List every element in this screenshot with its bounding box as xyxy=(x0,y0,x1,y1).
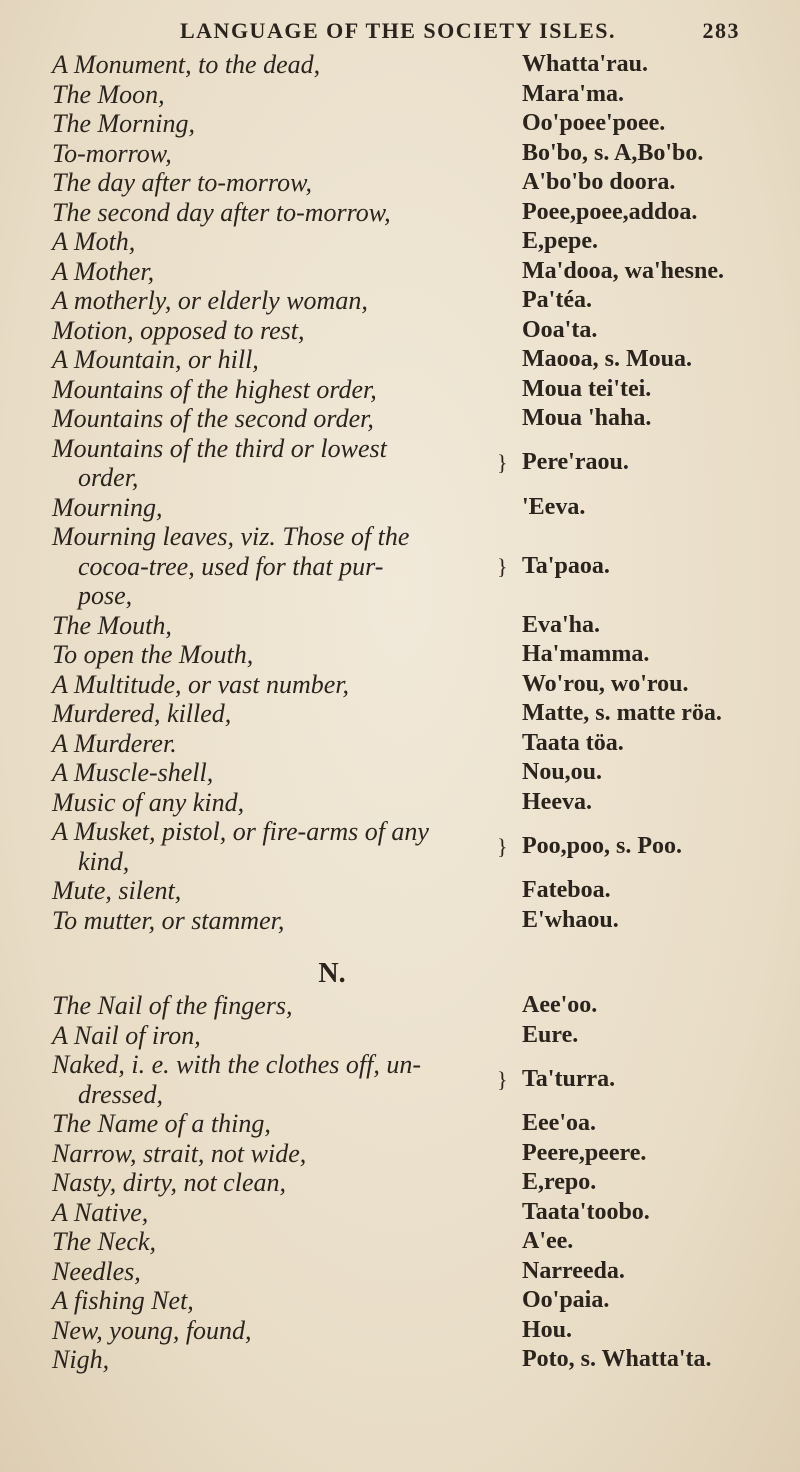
vocabulary-entry xyxy=(52,876,752,906)
english-term xyxy=(52,286,492,316)
vocabulary-entry xyxy=(52,522,752,611)
vocabulary-entry xyxy=(52,168,752,198)
vocabulary-entry xyxy=(52,640,752,670)
vocabulary-entry xyxy=(52,1198,752,1228)
vocabulary-entry xyxy=(52,227,752,257)
english-term xyxy=(52,434,492,493)
english-line: Murdered, killed, xyxy=(52,699,232,728)
tahitian-term: Poee,poee,addoa. xyxy=(522,198,698,225)
tahitian-term: Poto, s. Whatta'ta. xyxy=(522,1346,712,1372)
tahitian-term: Bo'bo, s. A,Bo'bo. xyxy=(522,139,704,166)
tahitian-term: Oo'poee'poee. xyxy=(522,110,666,136)
english-line: A Multitude, or vast number, xyxy=(52,669,350,699)
english-term xyxy=(52,1021,492,1051)
english-term xyxy=(52,906,492,936)
english-term xyxy=(52,876,492,906)
tahitian-term: Ooa'ta. xyxy=(522,316,598,343)
english-line: A Mountain, or hill, xyxy=(52,345,259,374)
english-term xyxy=(52,198,492,228)
tahitian-term: Aee'oo. xyxy=(522,992,598,1018)
english-term xyxy=(52,1257,492,1287)
english-line: A Native, xyxy=(52,1197,149,1227)
english-line: Needles, xyxy=(52,1256,141,1286)
brace-glyph: } xyxy=(497,1066,508,1092)
english-line: To-morrow, xyxy=(52,138,172,168)
english-line: The Mouth, xyxy=(52,610,172,640)
english-term xyxy=(52,316,492,346)
english-line: The Name of a thing, xyxy=(52,1109,271,1138)
vocabulary-entry xyxy=(52,286,752,316)
vocabulary-entry xyxy=(52,1168,752,1198)
english-line: Mourning leaves, viz. Those of the xyxy=(52,522,410,551)
tahitian-term: Taata töa. xyxy=(522,729,624,756)
vocabulary-entry xyxy=(52,699,752,729)
english-line: The Morning, xyxy=(52,109,195,138)
tahitian-term: Pere'raou. xyxy=(522,449,629,476)
english-term xyxy=(52,1139,492,1169)
english-term xyxy=(52,1198,492,1228)
vocabulary-entry xyxy=(52,1286,752,1316)
tahitian-term: Oo'paia. xyxy=(522,1287,610,1313)
english-line: A motherly, or elderly woman, xyxy=(52,286,368,315)
english-term xyxy=(52,1227,492,1257)
english-line: Mountains of the second order, xyxy=(52,404,374,433)
vocabulary-entry xyxy=(52,139,752,169)
tahitian-term: Eee'oa. xyxy=(522,1110,596,1136)
english-term xyxy=(52,991,492,1021)
vocabulary-entry xyxy=(52,404,752,434)
english-line: Narrow, strait, not wide, xyxy=(52,1138,307,1168)
english-continuation: pose, xyxy=(78,581,133,610)
tahitian-term: E,repo. xyxy=(522,1169,597,1195)
vocabulary-entry xyxy=(52,1257,752,1287)
tahitian-term: Matte, s. matte röa. xyxy=(522,700,722,726)
english-line: The Moon, xyxy=(52,79,165,109)
english-line: Nigh, xyxy=(52,1345,110,1374)
brace-glyph: } xyxy=(497,833,508,859)
running-title: LANGUAGE OF THE SOCIETY ISLES. xyxy=(180,18,617,43)
vocabulary-entry xyxy=(52,817,752,876)
english-line: Mute, silent, xyxy=(52,876,182,905)
english-term xyxy=(52,670,492,700)
vocabulary-entry xyxy=(52,434,752,493)
english-term xyxy=(52,640,492,670)
tahitian-term: E,pepe. xyxy=(522,228,599,254)
english-term xyxy=(52,611,492,641)
english-term xyxy=(52,758,492,788)
english-line: The day after to-morrow, xyxy=(52,168,312,197)
english-line: To mutter, or stammer, xyxy=(52,905,285,935)
page-header xyxy=(180,18,740,44)
english-line: Music of any kind, xyxy=(52,787,245,817)
tahitian-term: Eva'ha. xyxy=(522,611,601,638)
vocabulary-list xyxy=(52,50,752,1375)
english-term xyxy=(52,109,492,139)
tahitian-term: Whatta'rau. xyxy=(522,51,648,77)
english-continuation: kind, xyxy=(78,846,130,876)
english-line: A Moth, xyxy=(52,227,136,256)
tahitian-term: Ha'mamma. xyxy=(522,641,650,667)
tahitian-term: Peere,peere. xyxy=(522,1139,647,1166)
vocabulary-entry xyxy=(52,1316,752,1346)
english-term xyxy=(52,788,492,818)
english-line: A Musket, pistol, or fire-arms of any xyxy=(52,817,429,846)
english-term xyxy=(52,493,492,523)
english-term xyxy=(52,1050,492,1109)
english-line: Mountains of the highest order, xyxy=(52,374,377,404)
english-term xyxy=(52,257,492,287)
english-term xyxy=(52,80,492,110)
tahitian-term: Mara'ma. xyxy=(522,80,624,107)
english-line: To open the Mouth, xyxy=(52,640,254,669)
tahitian-term: Poo,poo, s. Poo. xyxy=(522,832,683,859)
vocabulary-entry xyxy=(52,1227,752,1257)
vocabulary-entry xyxy=(52,80,752,110)
vocabulary-entry xyxy=(52,257,752,287)
english-term xyxy=(52,1109,492,1139)
english-line: The Nail of the fingers, xyxy=(52,991,293,1020)
tahitian-term: Moua tei'tei. xyxy=(522,375,652,402)
tahitian-term: 'Eeva. xyxy=(522,493,586,520)
english-term xyxy=(52,522,492,611)
tahitian-term: A'ee. xyxy=(522,1228,574,1254)
tahitian-term: Moua 'haha. xyxy=(522,405,652,431)
english-line: A Nail of iron, xyxy=(52,1020,201,1050)
english-line: Naked, i. e. with the clothes off, un- xyxy=(52,1050,421,1079)
tahitian-term: Ta'paoa. xyxy=(522,552,610,579)
tahitian-term: Fateboa. xyxy=(522,877,611,903)
vocabulary-entry xyxy=(52,1345,752,1375)
vocabulary-entry xyxy=(52,758,752,788)
english-term xyxy=(52,227,492,257)
vocabulary-entry xyxy=(52,345,752,375)
tahitian-term: Heeva. xyxy=(522,788,592,815)
vocabulary-entry xyxy=(52,1050,752,1109)
tahitian-term: Maooa, s. Moua. xyxy=(522,346,692,372)
vocabulary-entry xyxy=(52,1021,752,1051)
page-number: 283 xyxy=(702,18,740,43)
english-line: New, young, found, xyxy=(52,1315,252,1345)
vocabulary-entry xyxy=(52,1109,752,1139)
brace-glyph: } xyxy=(497,553,508,579)
english-line: Motion, opposed to rest, xyxy=(52,315,305,345)
english-continuation: dressed, xyxy=(78,1079,163,1109)
english-line: The Neck, xyxy=(52,1227,156,1256)
vocabulary-entry xyxy=(52,1139,752,1169)
english-term xyxy=(52,50,492,80)
english-line: Mourning, xyxy=(52,492,163,522)
english-term xyxy=(52,729,492,759)
english-continuation: cocoa-tree, used for that pur- xyxy=(78,551,384,581)
tahitian-term: Pa'téa. xyxy=(522,287,592,313)
english-line: A Muscle-shell, xyxy=(52,758,214,787)
english-line: A Mother, xyxy=(52,256,155,286)
english-line: A Monument, to the dead, xyxy=(52,50,321,79)
english-term xyxy=(52,375,492,405)
english-line: A fishing Net, xyxy=(52,1286,194,1315)
english-line: Mountains of the third or lowest xyxy=(52,433,387,463)
vocabulary-entry xyxy=(52,493,752,523)
tahitian-term: Taata'toobo. xyxy=(522,1198,650,1225)
tahitian-term: Narreeda. xyxy=(522,1257,625,1284)
english-term xyxy=(52,139,492,169)
english-term xyxy=(52,345,492,375)
english-line: The second day after to-morrow, xyxy=(52,197,391,227)
english-term xyxy=(52,168,492,198)
vocabulary-entry xyxy=(52,611,752,641)
tahitian-term: Ma'dooa, wa'hesne. xyxy=(522,257,725,284)
vocabulary-entry xyxy=(52,316,752,346)
tahitian-term: A'bo'bo doora. xyxy=(522,169,676,195)
vocabulary-entry xyxy=(52,50,752,80)
tahitian-term: E'whaou. xyxy=(522,906,619,933)
english-term xyxy=(52,817,492,876)
english-term xyxy=(52,404,492,434)
english-term xyxy=(52,1345,492,1375)
vocabulary-entry xyxy=(52,729,752,759)
english-line: Nasty, dirty, not clean, xyxy=(52,1168,286,1197)
section-letter: N. xyxy=(318,958,346,989)
english-term xyxy=(52,699,492,729)
tahitian-term: Nou,ou. xyxy=(522,759,603,785)
vocabulary-entry xyxy=(52,109,752,139)
vocabulary-entry xyxy=(52,375,752,405)
tahitian-term: Ta'turra. xyxy=(522,1065,616,1092)
english-term xyxy=(52,1286,492,1316)
tahitian-term: Eure. xyxy=(522,1021,579,1048)
vocabulary-entry xyxy=(52,198,752,228)
english-continuation: order, xyxy=(78,463,139,492)
english-term xyxy=(52,1316,492,1346)
tahitian-term: Wo'rou, wo'rou. xyxy=(522,670,689,697)
english-line: A Murderer. xyxy=(52,728,177,758)
vocabulary-entry xyxy=(52,991,752,1021)
vocabulary-entry xyxy=(52,906,752,936)
brace-glyph: } xyxy=(497,450,508,476)
vocabulary-entry xyxy=(52,788,752,818)
vocabulary-entry xyxy=(52,670,752,700)
english-term xyxy=(52,1168,492,1198)
tahitian-term: Hou. xyxy=(522,1316,573,1343)
